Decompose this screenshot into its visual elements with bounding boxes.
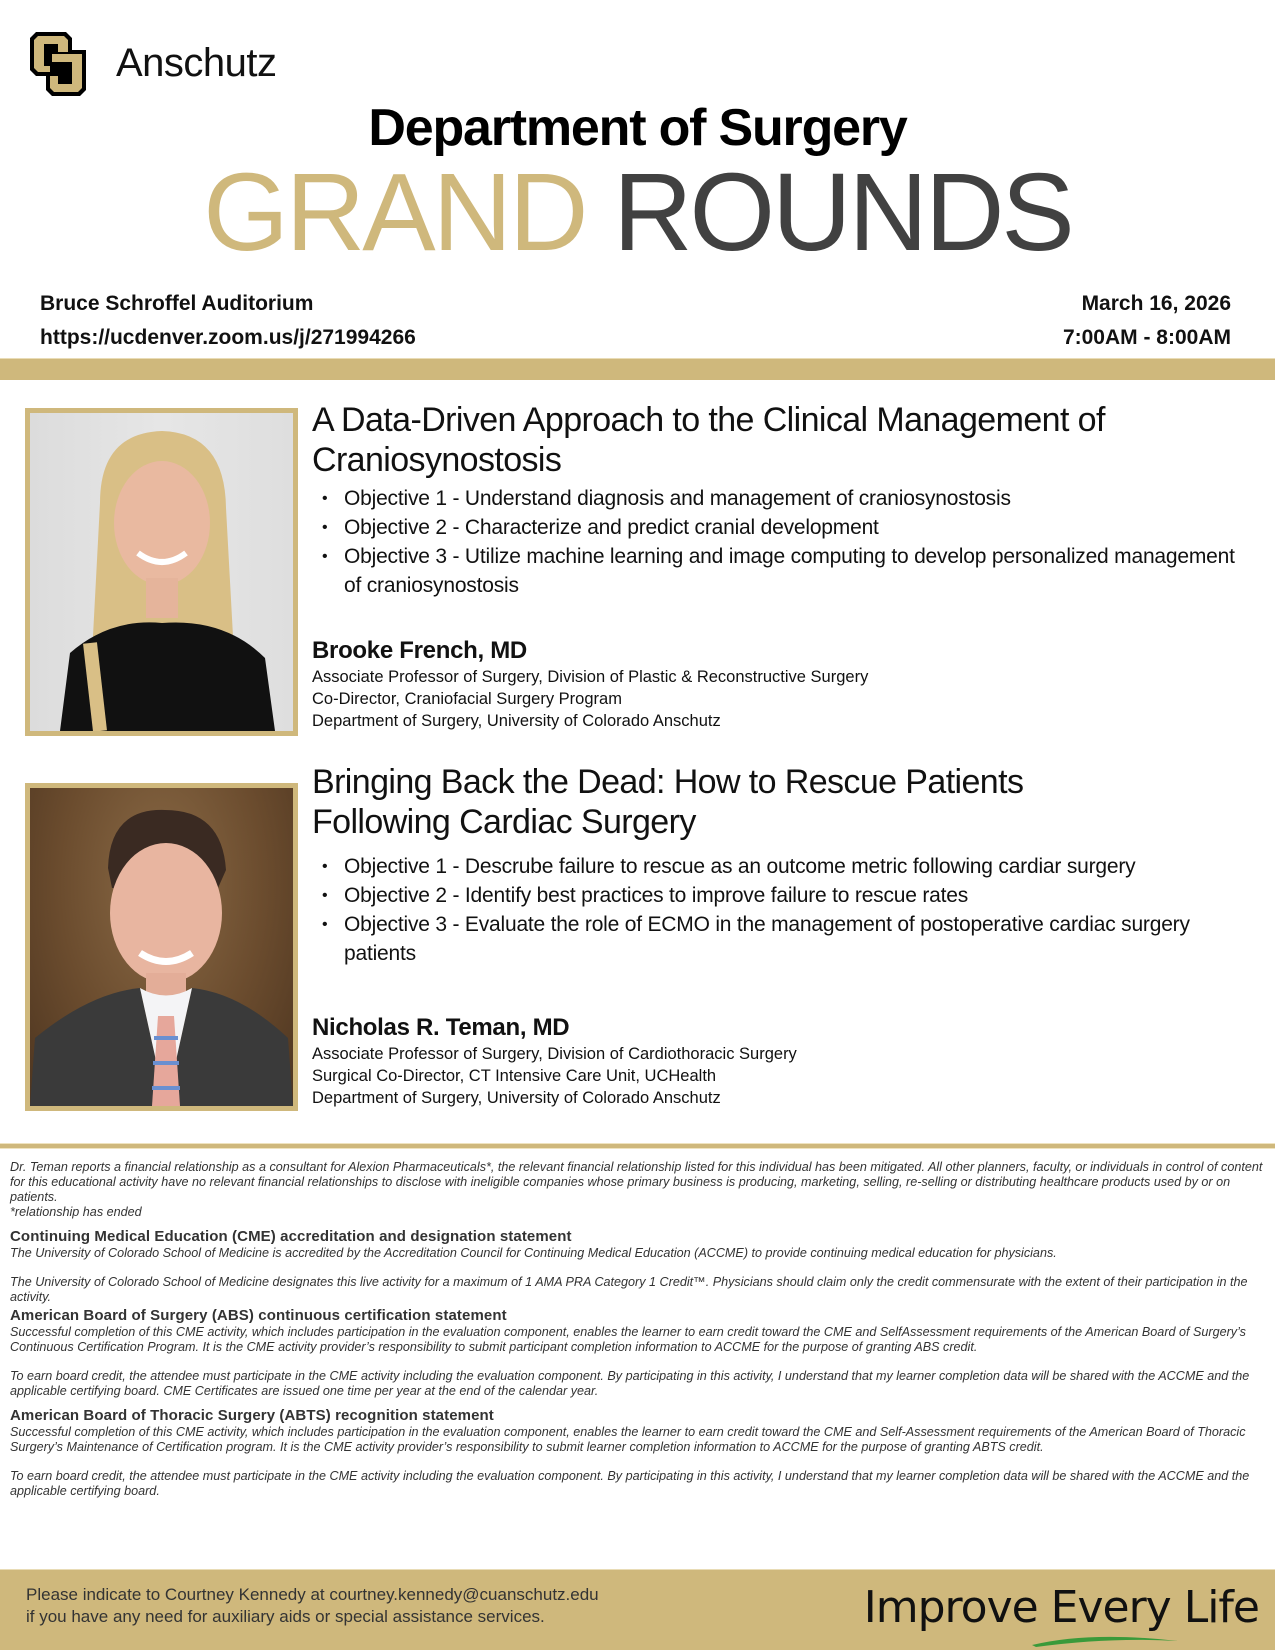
cu-logo-icon [26,28,96,98]
speaker-1-title: Associate Professor of Surgery, Division of Plastic & Reconstructive Surgery [312,668,869,686]
portrait-woman-icon [30,413,293,731]
accessibility-services: if you have any need for auxiliary aids or special assistance services. [26,1607,545,1626]
title-rounds: ROUNDS [613,151,1072,274]
objective-item: • Objective 3 - Utilize machine learning and image computing to develop personalized management of craniosynostosis [312,542,1242,600]
financial-disclosure: Dr. Teman reports a financial relationship as a consultant for Alexion Pharmaceuticals*, the relevant financial relationship listed for this individual has been mitigated. All other planners, faculty, or individuals in control of content for this educational activity have no relevant financial relationships to disclose with ineligible companies whose primary business is producing, marketing, selling, re-selling or distributing healthcare products used by or on patients. [10,1160,1263,1204]
cme-accreditation: The University of Colorado School of Medicine is accredited by the Accreditation Council for Continuing Medical Education (ACCME) to provide continuing medical education for physicians. [10,1246,1057,1260]
grand-rounds-title [0,151,1275,274]
talk-2-objectives [312,852,1242,968]
slogan: Improve Every Life [863,1582,1259,1633]
cu-anschutz-logo [26,28,277,98]
department-title: Department of Surgery [368,99,907,157]
abs-statement: Successful completion of this CME activity, which includes participation in the evaluation component, enables the learner to earn credit toward the CME and SelfAssessment requirements of the American Board of Surgery’s Continuous Certification Program. It is the CME activity provider’s responsibility to submit participant completion information to ACCME for the purpose of granting ABS credit. [10,1325,1246,1354]
accessibility-contact: Please indicate to Courtney Kennedy at courtney.kennedy@cuanschutz.edu [26,1585,599,1604]
cme-heading: Continuing Medical Education (CME) accreditation and designation statement [10,1228,572,1245]
objective-item: • Objective 2 - Identify best practices to improve failure to rescue rates [312,881,1242,910]
talk-1-title [312,400,1242,480]
zoom-link[interactable]: https://ucdenver.zoom.us/j/271994266 [40,326,416,349]
event-datetime-block [1063,287,1231,355]
financial-note: *relationship has ended [10,1205,142,1219]
section-divider [0,1143,1275,1149]
talk-1-title-line2: Craniosynostosis [312,441,562,479]
speaker-photo-brooke-french [25,408,298,736]
objective-item: • Objective 2 - Characterize and predict cranial development [312,513,1242,542]
footer-band [0,1569,1275,1650]
event-location: Bruce Schroffel Auditorium [40,292,314,315]
abts-board-credit: To earn board credit, the attendee must participate in the CME activity including the evaluation component. By participating in this activity, I understand that my learner completion data will be shared with the ACCME and the applicable certifying board. [10,1469,1250,1498]
event-location-block [40,287,416,355]
abts-statement: Successful completion of this CME activity, which includes participation in the evaluation component, enables the learner to earn credit toward the CME and Self-Assessment requirements of the American Board of Thoracic Surgery’s Maintenance of Certification program. It is the CME activity provider’s responsibility to submit learner completion information to ACCME for the purpose of granting ABTS credit. [10,1425,1246,1454]
speaker-2-role: Surgical Co-Director, CT Intensive Care Unit, UCHealth [312,1067,717,1085]
objective-item: • Objective 1 - Descrube failure to rescue as an outcome metric following cardiar surgery [312,852,1242,881]
speaker-1-dept: Department of Surgery, University of Colorado Anschutz [312,712,721,730]
gold-divider-bar [0,358,1275,380]
speaker-1-name: Brooke French, MD [312,637,527,664]
green-swoosh-icon [1030,1633,1180,1647]
logo-text: Anschutz [116,40,277,85]
objective-item: • Objective 3 - Evaluate the role of ECMO in the management of postoperative cardiac surgery patients [312,910,1242,968]
speaker-2-dept: Department of Surgery, University of Colorado Anschutz [312,1089,721,1107]
speaker-1-info [312,636,1112,732]
talk-1 [312,400,1242,600]
event-date: March 16, 2026 [1081,292,1231,315]
title-grand: GRAND [203,151,586,274]
accessibility-notice [26,1584,599,1628]
talk-2-title [312,762,1242,842]
talk-2-title-line1: Bringing Back the Dead: How to Rescue Patients [312,763,1024,801]
objective-item: • Objective 1 - Understand diagnosis and management of craniosynostosis [312,484,1242,513]
speaker-2-title: Associate Professor of Surgery, Division of Cardiothoracic Surgery [312,1045,797,1063]
abts-heading: American Board of Thoracic Surgery (ABTS) recognition statement [10,1407,494,1424]
portrait-man-icon [30,788,293,1106]
speaker-2-name: Nicholas R. Teman, MD [312,1014,570,1041]
speaker-2-info [312,1013,1112,1109]
talk-1-objectives [312,484,1242,600]
event-time: 7:00AM - 8:00AM [1062,326,1231,349]
talk-2-title-line2: Following Cardiac Surgery [312,803,696,841]
talk-1-title-line1: A Data-Driven Approach to the Clinical Management of [312,401,1105,439]
speaker-photo-nicholas-teman [25,783,298,1111]
disclosures-section [10,1160,1265,1499]
speaker-1-role: Co-Director, Craniofacial Surgery Program [312,690,622,708]
abs-heading: American Board of Surgery (ABS) continuous certification statement [10,1307,507,1324]
cme-designation: The University of Colorado School of Medicine designates this live activity for a maximum of 1 AMA PRA Category 1 Credit™. Physicians should claim only the credit commensurate with the extent of their participation in the activity. [10,1275,1248,1304]
talk-2 [312,762,1242,968]
abs-board-credit: To earn board credit, the attendee must participate in the CME activity including the evaluation component. By participating in this activity, I understand that my learner completion data will be shared with the ACCME and the applicable certifying board. CME Certificates are issued one time per year at the end of the calendar year. [10,1369,1250,1398]
